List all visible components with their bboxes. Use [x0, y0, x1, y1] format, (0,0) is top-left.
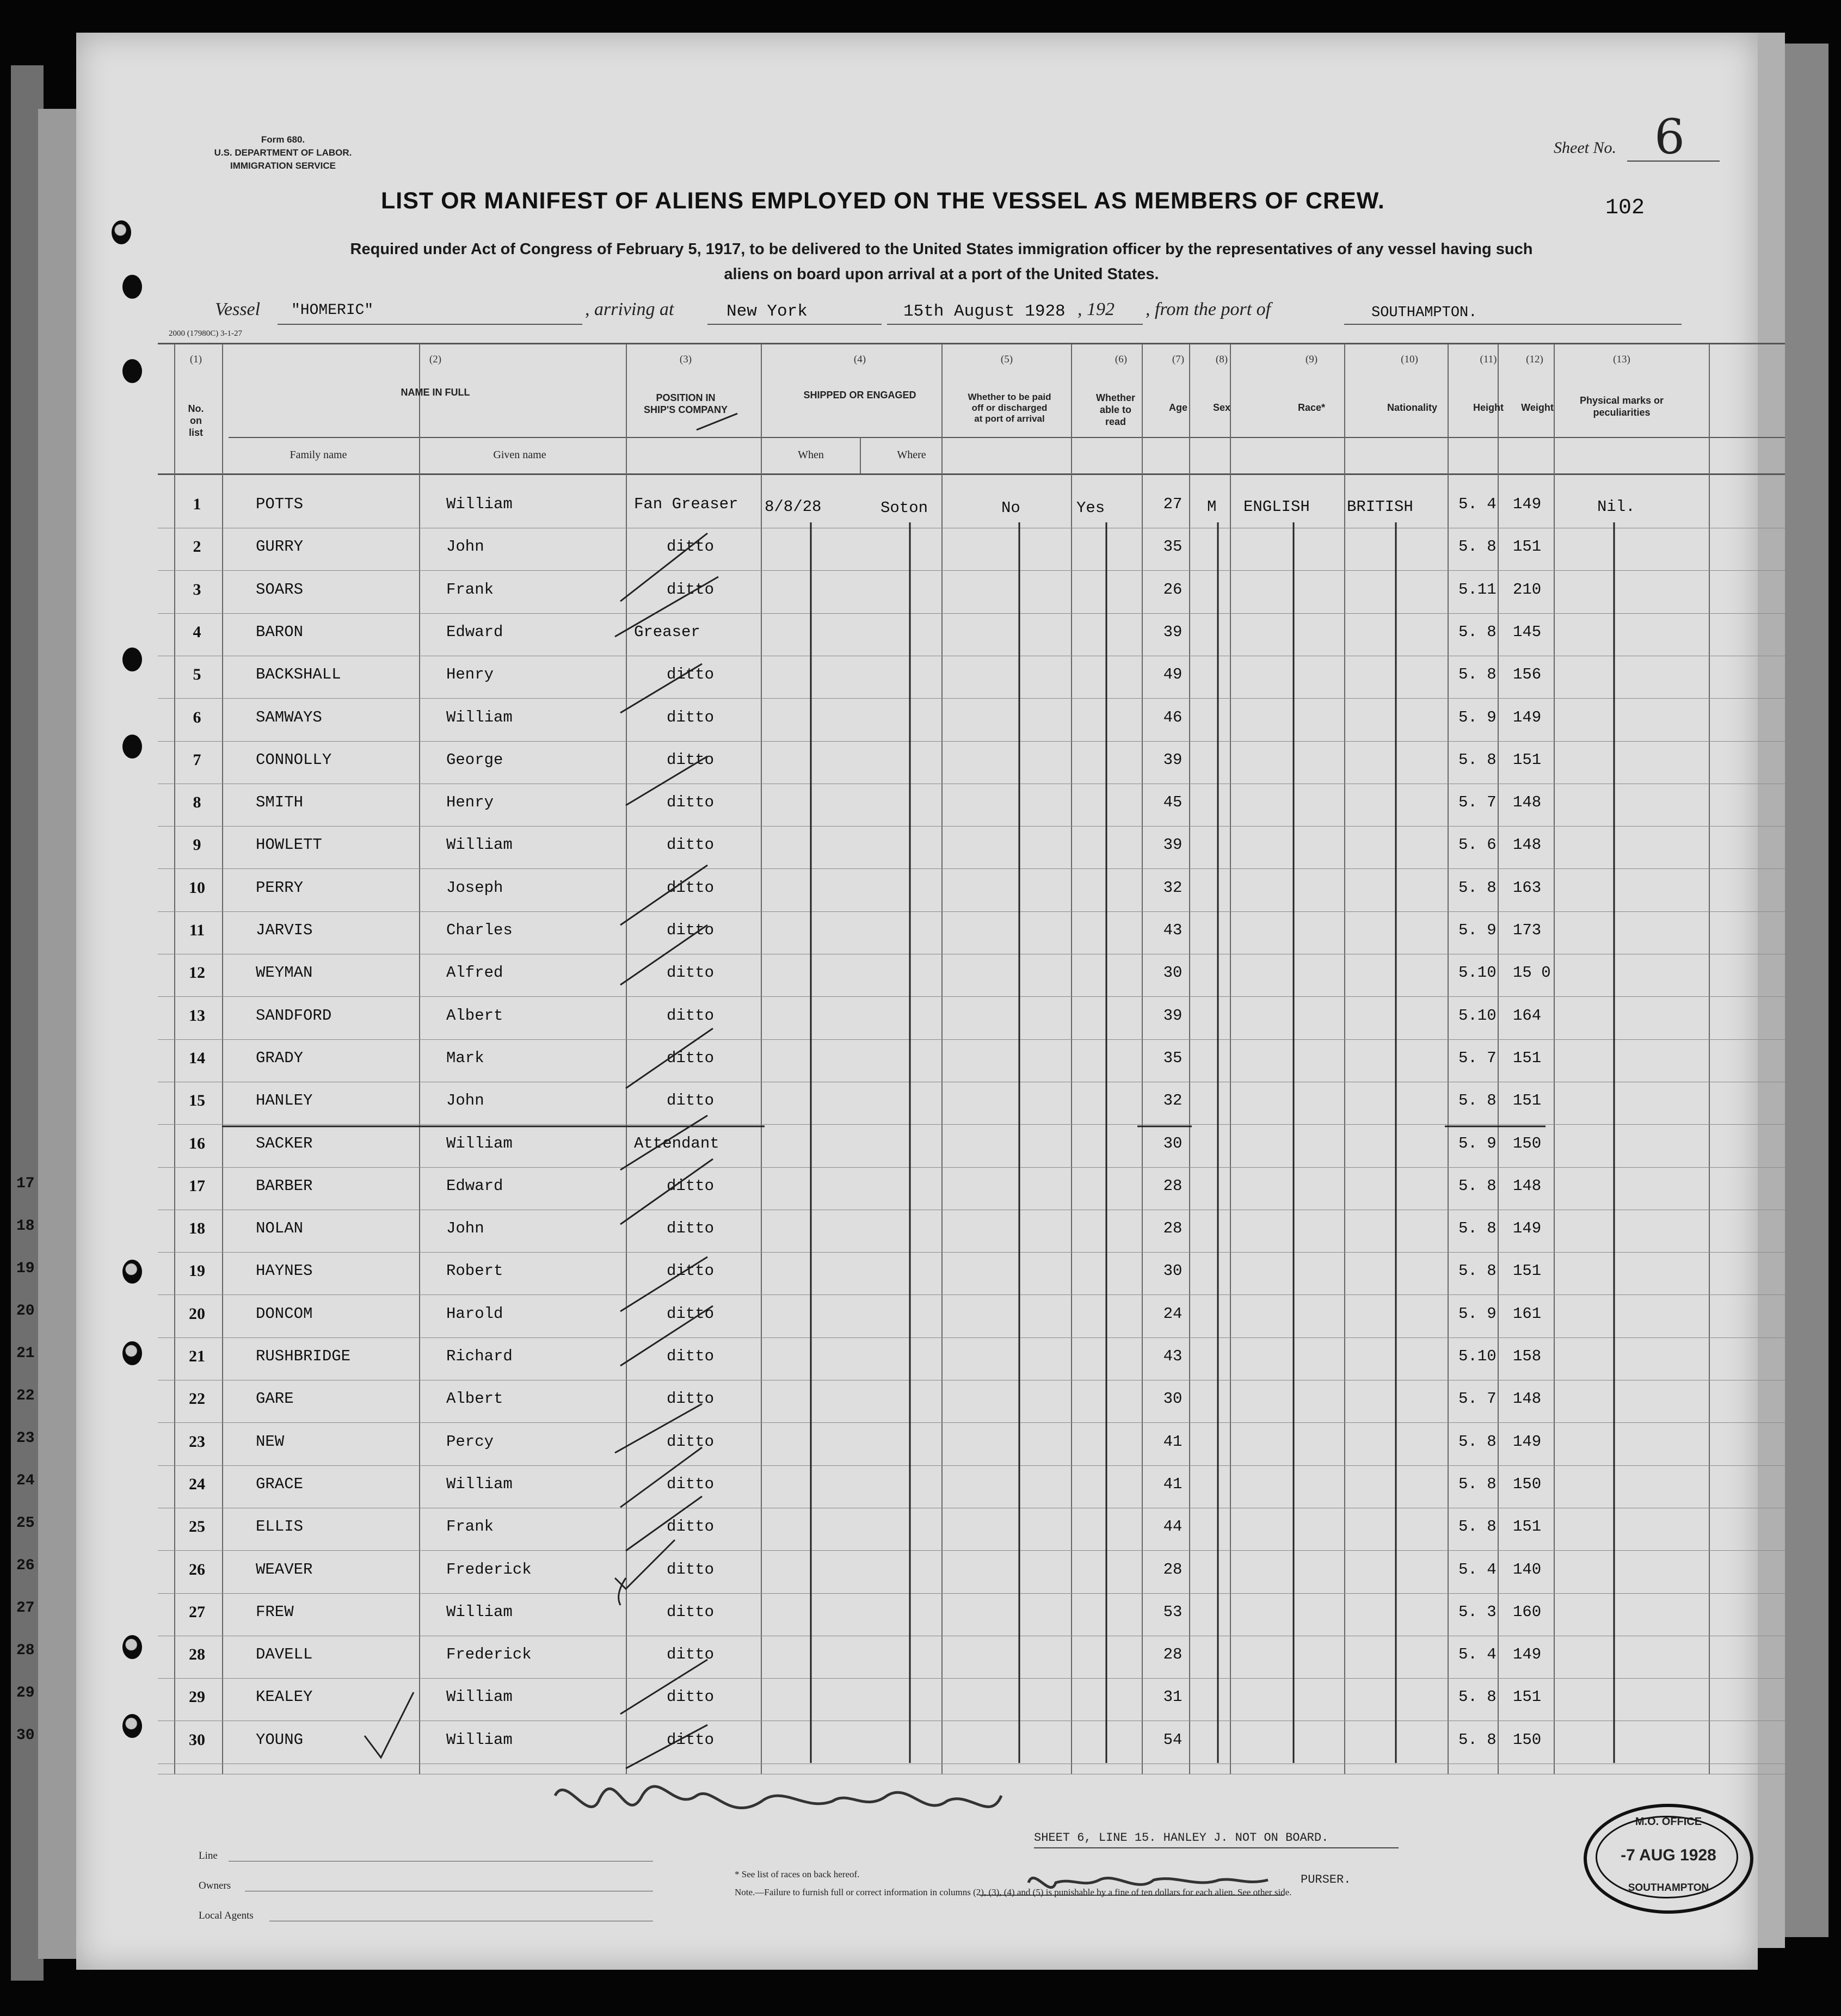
position-cell: ditto: [667, 538, 715, 556]
row-number: 13: [189, 1007, 205, 1025]
age-cell: 32: [1163, 879, 1183, 897]
age-cell: 39: [1163, 1007, 1183, 1025]
col-shipped: SHIPPED OR ENGAGED: [803, 390, 916, 400]
row-number: 18: [189, 1219, 205, 1237]
margin-line-number: 22: [16, 1388, 35, 1404]
row-number: 24: [189, 1475, 205, 1493]
given-name-cell: William: [446, 1475, 513, 1493]
row-number: 12: [189, 964, 205, 982]
col-num-1: (1): [189, 354, 202, 365]
arrival-port: New York: [726, 302, 808, 321]
height-cell: 5. 8: [1458, 1219, 1497, 1237]
col-name-in-full: NAME IN FULL: [401, 387, 470, 398]
given-name-cell: Albert: [446, 1007, 503, 1025]
height-cell: 5. 9: [1458, 1135, 1497, 1152]
family-name-cell: ELLIS: [256, 1518, 304, 1536]
family-name-cell: HAYNES: [256, 1262, 313, 1280]
col-num-12: (12): [1526, 354, 1543, 365]
col-family-name: Family name: [290, 449, 347, 461]
col-position: POSITION IN SHIP'S COMPANY: [644, 392, 728, 415]
weight-cell: 140: [1513, 1561, 1542, 1579]
arriving-label: , arriving at: [585, 299, 674, 319]
arrival-date: 15th August 1928: [903, 302, 1066, 321]
position-cell: ditto: [667, 1518, 715, 1536]
family-name-cell: DONCOM: [256, 1305, 313, 1323]
family-name-cell: GARE: [256, 1390, 294, 1408]
given-name-cell: Edward: [446, 1177, 503, 1195]
family-name-cell: SAMWAYS: [256, 708, 322, 726]
departure-port: SOUTHAMPTON.: [1371, 305, 1477, 321]
height-cell: 5. 8: [1458, 665, 1497, 683]
family-name-cell: WEAVER: [256, 1561, 313, 1579]
given-name-cell: Alfred: [446, 964, 503, 982]
weight-cell: 149: [1513, 495, 1542, 513]
age-cell: 46: [1163, 708, 1183, 726]
family-name-cell: RUSHBRIDGE: [256, 1347, 351, 1365]
given-name-cell: Harold: [446, 1305, 503, 1323]
col-no-on-list: No. on list: [188, 403, 204, 438]
underlying-page-left-2: [38, 109, 76, 1959]
given-name-cell: Henry: [446, 665, 494, 683]
height-cell: 5. 3: [1458, 1603, 1497, 1621]
age-cell: 30: [1163, 1390, 1183, 1408]
row-number: 30: [189, 1731, 205, 1749]
position-cell: ditto: [667, 1645, 715, 1663]
family-name-cell: GURRY: [256, 538, 304, 556]
col-num-8: (8): [1215, 354, 1228, 365]
position-cell: ditto: [667, 793, 715, 811]
age-cell: 39: [1163, 623, 1183, 641]
row-number: 6: [193, 708, 201, 726]
height-cell: 5. 4: [1458, 495, 1497, 513]
margin-line-number: 25: [16, 1515, 35, 1532]
given-name-cell: William: [446, 1603, 513, 1621]
age-cell: 28: [1163, 1177, 1183, 1195]
col-nationality: Nationality: [1387, 402, 1437, 413]
age-cell: 30: [1163, 964, 1183, 982]
margin-line-number: 26: [16, 1557, 35, 1574]
given-name-cell: William: [446, 495, 513, 513]
races-note: * See list of races on back hereof.: [735, 1869, 860, 1879]
sheet-label: Sheet No.: [1554, 139, 1616, 157]
position-cell: ditto: [667, 1007, 715, 1025]
stamp-bottom-text: SOUTHAMPTON: [1628, 1882, 1709, 1894]
weight-cell: 151: [1513, 751, 1542, 769]
height-cell: 5.10: [1458, 964, 1497, 982]
row-number: 7: [193, 751, 201, 769]
service: IMMIGRATION SERVICE: [230, 161, 336, 171]
weight-cell: 149: [1513, 1433, 1542, 1451]
given-name-cell: Albert: [446, 1390, 503, 1408]
col-num-3: (3): [679, 354, 692, 365]
family-name-cell: HOWLETT: [256, 836, 322, 854]
family-name-cell: SMITH: [256, 793, 304, 811]
line-label: Line: [199, 1850, 218, 1861]
position-cell: Fan Greaser: [634, 495, 738, 513]
position-cell: ditto: [667, 879, 715, 897]
penalty-note: Note.—Failure to furnish full or correct information in columns (2), (3), (4) and (5) is punishable by a fine of ten dollars for each alien. See other side.: [735, 1887, 1292, 1897]
weight-cell: 164: [1513, 1007, 1542, 1025]
height-cell: 5. 7: [1458, 1390, 1497, 1408]
age-cell: 45: [1163, 793, 1183, 811]
weight-cell: 210: [1513, 581, 1542, 599]
family-name-cell: JARVIS: [256, 921, 313, 939]
given-name-cell: John: [446, 1092, 484, 1109]
col-num-5: (5): [1000, 354, 1013, 365]
row-number: 2: [193, 538, 201, 556]
position-cell: ditto: [667, 836, 715, 854]
family-name-cell: DAVELL: [256, 1645, 313, 1663]
given-name-cell: William: [446, 1688, 513, 1706]
position-cell: Greaser: [634, 623, 700, 641]
given-name-cell: George: [446, 751, 503, 769]
row-number: 28: [189, 1645, 205, 1663]
row-number: 15: [189, 1092, 205, 1109]
age-cell: 43: [1163, 921, 1183, 939]
height-cell: 5. 4: [1458, 1645, 1497, 1663]
weight-cell: 148: [1513, 793, 1542, 811]
height-cell: 5. 8: [1458, 879, 1497, 897]
given-name-cell: William: [446, 836, 513, 854]
from-label: , from the port of: [1146, 299, 1271, 319]
age-cell: 43: [1163, 1347, 1183, 1365]
row-number: 1: [193, 495, 201, 513]
given-name-cell: Charles: [446, 921, 513, 939]
row-number: 23: [189, 1433, 205, 1451]
height-cell: 5. 8: [1458, 1433, 1497, 1451]
height-cell: 5. 8: [1458, 751, 1497, 769]
age-cell: 28: [1163, 1645, 1183, 1663]
row-number: 29: [189, 1688, 205, 1706]
margin-line-number: 17: [16, 1175, 35, 1192]
col-when: When: [798, 449, 824, 461]
height-cell: 5. 8: [1458, 1177, 1497, 1195]
height-cell: 5. 9: [1458, 1305, 1497, 1323]
first-row-when: 8/8/28: [765, 498, 822, 516]
weight-cell: 148: [1513, 836, 1542, 854]
manifest-page: [76, 33, 1758, 1970]
position-cell: ditto: [667, 1433, 715, 1451]
age-cell: 24: [1163, 1305, 1183, 1323]
row-number: 5: [193, 665, 201, 683]
margin-line-number: 18: [16, 1218, 35, 1235]
col-marks: Physical marks or peculiarities: [1579, 395, 1664, 418]
height-cell: 5. 4: [1458, 1561, 1497, 1579]
col-num-2: (2): [429, 354, 442, 365]
family-name-cell: BARBER: [256, 1177, 313, 1195]
family-name-cell: SANDFORD: [256, 1007, 332, 1025]
margin-line-number: 30: [16, 1727, 35, 1744]
position-cell: ditto: [667, 1561, 715, 1579]
family-name-cell: FREW: [256, 1603, 294, 1621]
row-number: 9: [193, 836, 201, 854]
family-name-cell: BACKSHALL: [256, 665, 341, 683]
margin-line-number: 29: [16, 1685, 35, 1701]
col-weight: Weight: [1521, 402, 1554, 413]
col-num-13: (13): [1613, 354, 1630, 365]
manifest-title: LIST OR MANIFEST OF ALIENS EMPLOYED ON THE VESSEL AS MEMBERS OF CREW.: [381, 188, 1385, 214]
given-name-cell: William: [446, 1135, 513, 1152]
margin-line-number: 21: [16, 1345, 35, 1362]
given-name-cell: Mark: [446, 1049, 484, 1067]
height-cell: 5. 9: [1458, 708, 1497, 726]
height-cell: 5. 8: [1458, 623, 1497, 641]
family-name-cell: GRADY: [256, 1049, 304, 1067]
not-on-board-annotation: SHEET 6, LINE 15. HANLEY J. NOT ON BOARD.: [1034, 1831, 1329, 1845]
first-row-read: Yes: [1076, 499, 1105, 517]
age-cell: 41: [1163, 1433, 1183, 1451]
position-cell: ditto: [667, 1262, 715, 1280]
age-cell: 32: [1163, 1092, 1183, 1109]
weight-cell: 149: [1513, 1645, 1542, 1663]
height-cell: 5.10: [1458, 1347, 1497, 1365]
col-sex: Sex: [1212, 402, 1231, 413]
weight-cell: 149: [1513, 708, 1542, 726]
given-name-cell: Robert: [446, 1262, 503, 1280]
weight-cell: 151: [1513, 1688, 1542, 1706]
weight-cell: 148: [1513, 1177, 1542, 1195]
family-name-cell: SOARS: [256, 581, 304, 599]
position-cell: ditto: [667, 708, 715, 726]
age-cell: 53: [1163, 1603, 1183, 1621]
age-cell: 49: [1163, 665, 1183, 683]
annotation-underline: [1034, 1847, 1399, 1848]
first-row-where: Soton: [881, 499, 928, 517]
row-number: 17: [189, 1177, 205, 1195]
margin-line-number: 24: [16, 1472, 35, 1489]
given-name-cell: Edward: [446, 623, 503, 641]
form-number: Form 680.: [261, 134, 305, 145]
position-cell: ditto: [667, 1731, 715, 1749]
row-number: 19: [189, 1262, 205, 1280]
given-name-cell: Richard: [446, 1347, 513, 1365]
given-name-cell: Frederick: [446, 1561, 532, 1579]
age-cell: 28: [1163, 1561, 1183, 1579]
row-number: 20: [189, 1305, 205, 1323]
vessel-name: "HOMERIC": [291, 302, 374, 319]
family-name-cell: CONNOLLY: [256, 751, 332, 769]
requirement-line-1: Required under Act of Congress of February 5, 1917, to be delivered to the United States immigration officer by the representatives of any vessel having such: [350, 241, 1533, 258]
position-cell: ditto: [667, 581, 715, 599]
weight-cell: 145: [1513, 623, 1542, 641]
position-cell: ditto: [667, 751, 715, 769]
weight-cell: 15 0: [1513, 964, 1551, 982]
age-cell: 31: [1163, 1688, 1183, 1706]
age-cell: 35: [1163, 538, 1183, 556]
col-given-name: Given name: [493, 449, 546, 461]
col-paid-off: Whether to be paid off or discharged at port of arrival: [968, 392, 1051, 424]
first-row-marks: Nil.: [1597, 498, 1635, 516]
family-name-cell: PERRY: [256, 879, 304, 897]
age-cell: 41: [1163, 1475, 1183, 1493]
family-name-cell: WEYMAN: [256, 964, 313, 982]
weight-cell: 149: [1513, 1219, 1542, 1237]
row-number: 22: [189, 1390, 205, 1408]
owners-label: Owners: [199, 1880, 231, 1891]
col-where: Where: [897, 449, 926, 461]
weight-cell: 160: [1513, 1603, 1542, 1621]
local-agents-label: Local Agents: [199, 1910, 254, 1921]
col-height: Height: [1473, 402, 1504, 413]
family-name-cell: NOLAN: [256, 1219, 304, 1237]
position-cell: ditto: [667, 964, 715, 982]
row-number: 3: [193, 581, 201, 599]
height-cell: 5. 6: [1458, 836, 1497, 854]
weight-cell: 163: [1513, 879, 1542, 897]
height-cell: 5. 7: [1458, 1049, 1497, 1067]
height-cell: 5. 8: [1458, 1475, 1497, 1493]
row-number: 11: [189, 921, 205, 939]
col-num-11: (11): [1480, 354, 1497, 365]
row-number: 21: [189, 1347, 205, 1365]
position-cell: ditto: [667, 1347, 715, 1365]
age-cell: 39: [1163, 836, 1183, 854]
given-name-cell: William: [446, 708, 513, 726]
margin-line-number: 27: [16, 1600, 35, 1617]
weight-cell: 148: [1513, 1390, 1542, 1408]
given-name-cell: William: [446, 1731, 513, 1749]
height-cell: 5. 8: [1458, 1262, 1497, 1280]
given-name-cell: Henry: [446, 793, 494, 811]
position-cell: ditto: [667, 1603, 715, 1621]
height-cell: 5. 8: [1458, 1731, 1497, 1749]
position-cell: ditto: [667, 1688, 715, 1706]
age-cell: 28: [1163, 1219, 1183, 1237]
given-name-cell: Frank: [446, 1518, 494, 1536]
position-cell: ditto: [667, 1390, 715, 1408]
age-cell: 35: [1163, 1049, 1183, 1067]
pen-marks: [76, 33, 1758, 1970]
height-cell: 5.11: [1458, 581, 1497, 599]
margin-line-number: 20: [16, 1303, 35, 1320]
first-row-race: ENGLISH: [1243, 498, 1310, 516]
position-cell: ditto: [667, 921, 715, 939]
weight-cell: 161: [1513, 1305, 1542, 1323]
stamp-top-text: M.O. OFFICE: [1635, 1816, 1702, 1828]
row-number: 8: [193, 793, 201, 811]
age-cell: 27: [1163, 495, 1183, 513]
row-number: 16: [189, 1135, 205, 1152]
height-cell: 5. 8: [1458, 538, 1497, 556]
age-cell: 30: [1163, 1135, 1183, 1152]
vessel-label: Vessel: [215, 299, 261, 319]
print-code: 2000 (17980C) 3-1-27: [169, 329, 242, 338]
position-cell: ditto: [667, 1219, 715, 1237]
given-name-cell: John: [446, 1219, 484, 1237]
first-row-nationality: BRITISH: [1347, 498, 1413, 516]
col-race: Race*: [1297, 402, 1326, 413]
weight-cell: 151: [1513, 1092, 1542, 1109]
given-name-cell: Joseph: [446, 879, 503, 897]
given-name-cell: Frank: [446, 581, 494, 599]
age-cell: 30: [1163, 1262, 1183, 1280]
col-num-9: (9): [1305, 354, 1318, 365]
family-name-cell: BARON: [256, 623, 304, 641]
family-name-cell: YOUNG: [256, 1731, 304, 1749]
position-cell: ditto: [667, 1092, 715, 1109]
height-cell: 5.10: [1458, 1007, 1497, 1025]
col-age: Age: [1168, 402, 1187, 413]
margin-line-number: 28: [16, 1642, 35, 1659]
family-name-cell: KEALEY: [256, 1688, 313, 1706]
height-cell: 5. 8: [1458, 1092, 1497, 1109]
col-num-6: (6): [1115, 354, 1128, 365]
row-number: 26: [189, 1561, 205, 1579]
family-name-cell: SACKER: [256, 1135, 313, 1152]
weight-cell: 158: [1513, 1347, 1542, 1365]
age-cell: 44: [1163, 1518, 1183, 1536]
given-name-cell: Frederick: [446, 1645, 532, 1663]
given-name-cell: Percy: [446, 1433, 494, 1451]
department: U.S. DEPARTMENT OF LABOR.: [214, 147, 352, 158]
position-cell: ditto: [667, 1305, 715, 1323]
year-suffix: , 192: [1077, 299, 1115, 319]
purser-title: PURSER.: [1301, 1873, 1351, 1886]
age-cell: 39: [1163, 751, 1183, 769]
weight-cell: 156: [1513, 665, 1542, 683]
weight-cell: 150: [1513, 1475, 1542, 1493]
weight-cell: 151: [1513, 1262, 1542, 1280]
row-number: 27: [189, 1603, 205, 1621]
position-cell: ditto: [667, 1049, 715, 1067]
requirement-line-2: aliens on board upon arrival at a port of the United States.: [724, 266, 1159, 283]
first-row-sex: M: [1207, 498, 1217, 516]
page-number: 102: [1605, 196, 1645, 220]
col-num-10: (10): [1401, 354, 1418, 365]
row-number: 10: [189, 879, 205, 897]
position-cell: ditto: [667, 1177, 715, 1195]
southampton-office-stamp: [1584, 1804, 1753, 1914]
family-name-cell: NEW: [256, 1433, 285, 1451]
row-number: 14: [189, 1049, 205, 1067]
height-cell: 5. 8: [1458, 1518, 1497, 1536]
height-cell: 5. 9: [1458, 921, 1497, 939]
margin-line-number: 23: [16, 1430, 35, 1447]
family-name-cell: GRACE: [256, 1475, 304, 1493]
family-name-cell: HANLEY: [256, 1092, 313, 1109]
first-row-paid-off: No: [1001, 499, 1020, 517]
margin-line-number: 19: [16, 1260, 35, 1277]
height-cell: 5. 7: [1458, 793, 1497, 811]
age-cell: 54: [1163, 1731, 1183, 1749]
age-cell: 26: [1163, 581, 1183, 599]
weight-cell: 150: [1513, 1135, 1542, 1152]
family-name-cell: POTTS: [256, 495, 304, 513]
weight-cell: 150: [1513, 1731, 1542, 1749]
stamp-date: -7 AUG 1928: [1621, 1846, 1716, 1864]
col-num-4: (4): [853, 354, 866, 365]
position-cell: Attendant: [634, 1135, 719, 1152]
row-number: 25: [189, 1518, 205, 1536]
weight-cell: 151: [1513, 538, 1542, 556]
col-able-to-read: Whether able to read: [1096, 392, 1135, 427]
position-cell: ditto: [667, 665, 715, 683]
height-cell: 5. 8: [1458, 1688, 1497, 1706]
given-name-cell: John: [446, 538, 484, 556]
position-cell: ditto: [667, 1475, 715, 1493]
row-number: 4: [193, 623, 201, 641]
sheet-number: 6: [1654, 109, 1685, 165]
col-num-7: (7): [1172, 354, 1185, 365]
weight-cell: 151: [1513, 1049, 1542, 1067]
weight-cell: 151: [1513, 1518, 1542, 1536]
weight-cell: 173: [1513, 921, 1542, 939]
